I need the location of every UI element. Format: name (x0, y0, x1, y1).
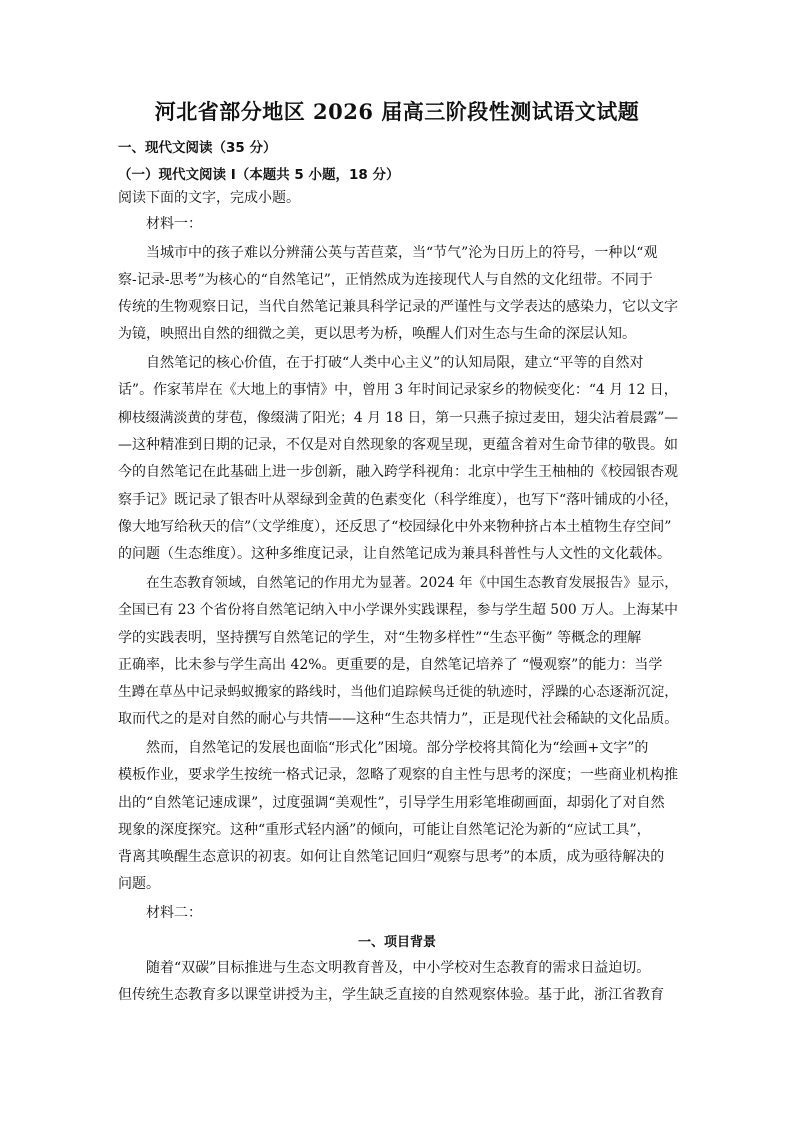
paragraph-line: 察-记录-思考”为核心的“自然笔记”，正悄然成为连接现代人与自然的文化纽带。不同于 (118, 272, 653, 288)
paragraph-line: 全国已有 23 个省份将自然笔记纳入中小学课外实践课程，参与学生超 500 万人。上海某中 (118, 602, 679, 618)
paragraph-line: 自然笔记的核心价值，在于打破“人类中心主义”的认知局限，建立“平等的自然对 (146, 355, 644, 371)
paragraph-line: 在生态教育领域，自然笔记的作用尤为显著。2024 年《中国生态教育发展报告》显示， (146, 575, 678, 591)
paragraph-line: 生蹲在草丛中记录蚂蚁搬家的路线时，当他们追踪候鸟迁徙的轨迹时，浮躁的心态逐渐沉淀， (118, 684, 678, 700)
section-heading: 一、现代文阅读（35 分） (118, 140, 277, 156)
paragraph-line: 的问题（生态维度）。这种多维度记录，让自然笔记成为兼具科普性与人文性的文化载体。 (118, 546, 671, 562)
paragraph-line: 正确率，比未参与学生高出 42%。更重要的是，自然笔记培养了 “慢观察”的能力：当学 (118, 657, 663, 673)
paragraph-line: 柳枝缀满淡黄的芽苞，像缀满了阳光；4 月 18 日，第一只燕子掠过麦田，翅尖沾着晨露”— (118, 410, 679, 426)
paragraph-line: 随着“双碳”目标推进与生态文明教育普及，中小学校对生态教育的需求日益迫切。 (146, 960, 651, 976)
paragraph-line: 然而，自然笔记的发展也面临“形式化”困境。部分学校将其简化为“绘画+文字”的 (146, 740, 649, 756)
paragraph-line: 察手记》既记录了银杏叶从翠绿到金黄的色素变化（科学维度），也写下“落叶铺成的小径， (118, 492, 679, 508)
paragraph-line: 学的实践表明，坚持撰写自然笔记的学生，对“生物多样性”“生态平衡” 等概念的理解 (118, 630, 642, 646)
paragraph-line: —这种精准到日期的记录，不仅是对自然现象的客观呈现，更蕴含着对生命节律的敬畏。如 (118, 437, 678, 453)
paragraph-line: 今的自然笔记在此基础上进一步创新，融入跨学科视角：北京中学生王柚柚的《校园银杏观 (118, 464, 678, 480)
material-two-label: 材料二： (146, 905, 202, 921)
paragraph-line: 传统的生物观察日记，当代自然笔记兼具科学记录的严谨性与文学表达的感染力，它以文字 (118, 299, 678, 315)
paragraph-line: 问题。 (118, 876, 160, 892)
paragraph-line: 背离其唤醒生态意识的初衷。如何让自然笔记回归“观察与思考”的本质，成为亟待解决的 (118, 849, 665, 865)
paragraph-line: 取而代之的是对自然的耐心与共情——这种“生态共情力”，正是现代社会稀缺的文化品质。 (118, 711, 679, 727)
instruction-text: 阅读下面的文字，完成小题。 (118, 190, 300, 206)
paragraph-line: 但传统生态教育多以课堂讲授为主，学生缺乏直接的自然观察体验。基于此，浙江省教育 (118, 987, 664, 1003)
paragraph-line: 模板作业，要求学生按统一格式记录，忽略了观察的自主性与思考的深度；一些商业机构推 (118, 767, 678, 783)
paragraph-line: 现象的深度探究。这种“重形式轻内涵”的倾向，可能让自然笔记沦为新的“应试工具”， (118, 822, 651, 838)
paragraph-line: 出的“自然笔记速成课”，过度强调“美观性”，引导学生用彩笔堆砌画面，却弱化了对自然 (118, 795, 665, 811)
page-title: 河北省部分地区 2026 届高三阶段性测试语文试题 (154, 99, 640, 124)
paragraph-line: 像大地写给秋天的信”（文学维度），还反思了“校园绿化中外来物种挤占本土植物生存空间” (118, 519, 672, 535)
material-one-label: 材料一： (146, 216, 202, 232)
paragraph-line: 当城市中的孩子难以分辨蒲公英与苦苣菜，当“节气”沦为日历上的符号，一种以“观 (146, 245, 658, 261)
material-two-heading: 一、项目背景 (357, 935, 436, 950)
paragraph-line: 话”。作家苇岸在《大地上的事情》中，曾用 3 年时间记录家乡的物候变化：“4 月 12 日， (118, 382, 678, 398)
paragraph-line: 为镜，映照出自然的细微之美，更以思考为桥，唤醒人们对生态与生命的深层认知。 (118, 326, 636, 342)
subsection-heading: （一）现代文阅读 I（本题共 5 小题，18 分） (118, 167, 400, 183)
